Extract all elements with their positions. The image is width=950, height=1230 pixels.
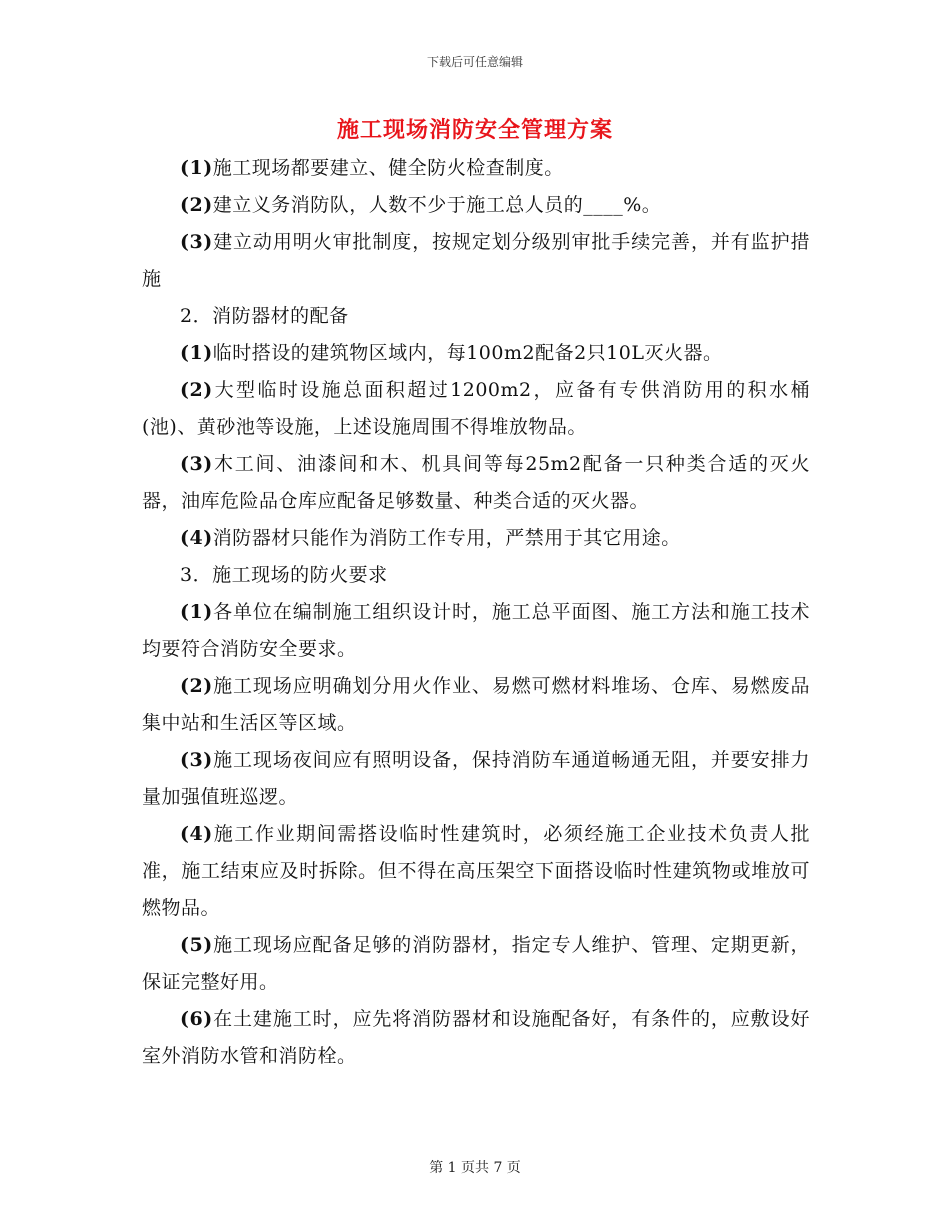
paragraph [142, 224, 810, 298]
paragraph [142, 187, 810, 224]
paragraph-text: 建立义务消防队，人数不少于施工总人员的____%。 [212, 194, 662, 216]
paragraph [142, 927, 810, 1001]
paragraph [142, 742, 810, 816]
section-heading-text: 2．消防器材的配备 [180, 305, 349, 327]
item-number: (1) [180, 157, 213, 179]
paragraph-text: 临时搭设的建筑物区域内，每100m2配备2只10L灭火器。 [212, 342, 723, 364]
paragraph-text: 各单位在编制施工组织设计时，施工总平面图、施工方法和施工技术均要符合消防安全要求。 [142, 601, 810, 660]
section-heading [142, 298, 810, 335]
item-number: (3) [180, 749, 213, 771]
item-number: (2) [180, 194, 213, 216]
item-number: (4) [180, 823, 213, 845]
paragraph [142, 1001, 810, 1075]
paragraph [142, 520, 810, 557]
section-heading [142, 557, 810, 594]
item-number: (1) [180, 342, 213, 364]
paragraph [142, 668, 810, 742]
paragraph [142, 816, 810, 927]
paragraph-text: 消防器材只能作为消防工作专用，严禁用于其它用途。 [212, 527, 681, 549]
item-number: (4) [180, 527, 213, 549]
paragraph-text: 木工间、油漆间和木、机具间等每25m2配备一只种类合适的灭火器，油库危险品仓库应配备足够数量、种类合适的灭火器。 [142, 453, 810, 512]
item-number: (3) [180, 453, 213, 475]
item-number: (6) [180, 1008, 213, 1030]
item-number: (2) [180, 675, 213, 697]
paragraph-text: 大型临时设施总面积超过1200m2，应备有专供消防用的积水桶(池)、黄砂池等设施，上述设施周围不得堆放物品。 [142, 379, 810, 438]
section-heading-text: 3．施工现场的防火要求 [180, 564, 388, 586]
document-title: 施工现场消防安全管理方案 [336, 117, 613, 143]
paragraph [142, 335, 810, 372]
item-number: (2) [180, 379, 213, 401]
paragraph-text: 施工现场夜间应有照明设备，保持消防车通道畅通无阻，并要安排力量加强值班巡逻。 [142, 749, 810, 808]
paragraph-text: 施工现场都要建立、健全防火检查制度。 [212, 157, 564, 179]
paragraph-text: 在土建施工时，应先将消防器材和设施配备好，有条件的，应敷设好室外消防水管和消防栓。 [142, 1008, 810, 1067]
document-body [142, 150, 810, 1075]
header-note: 下载后可任意编辑 [426, 55, 523, 69]
paragraph [142, 446, 810, 520]
item-number: (1) [180, 601, 213, 623]
paragraph-text: 施工作业期间需搭设临时性建筑时，必须经施工企业技术负责人批准，施工结束应及时拆除。但不得在高压架空下面搭设临时性建筑物或堆放可燃物品。 [142, 823, 810, 919]
paragraph-text: 施工现场应明确划分用火作业、易燃可燃材料堆场、仓库、易燃废品集中站和生活区等区域。 [142, 675, 810, 734]
item-number: (5) [180, 934, 213, 956]
paragraph [142, 594, 810, 668]
paragraph-text: 施工现场应配备足够的消防器材，指定专人维护、管理、定期更新，保证完整好用。 [142, 934, 810, 993]
paragraph [142, 372, 810, 446]
page-footer: 第 1 页共 7 页 [429, 1160, 521, 1176]
item-number: (3) [180, 231, 213, 253]
paragraph [142, 150, 810, 187]
paragraph-text: 建立动用明火审批制度，按规定划分级别审批手续完善，并有监护措施 [142, 231, 810, 290]
